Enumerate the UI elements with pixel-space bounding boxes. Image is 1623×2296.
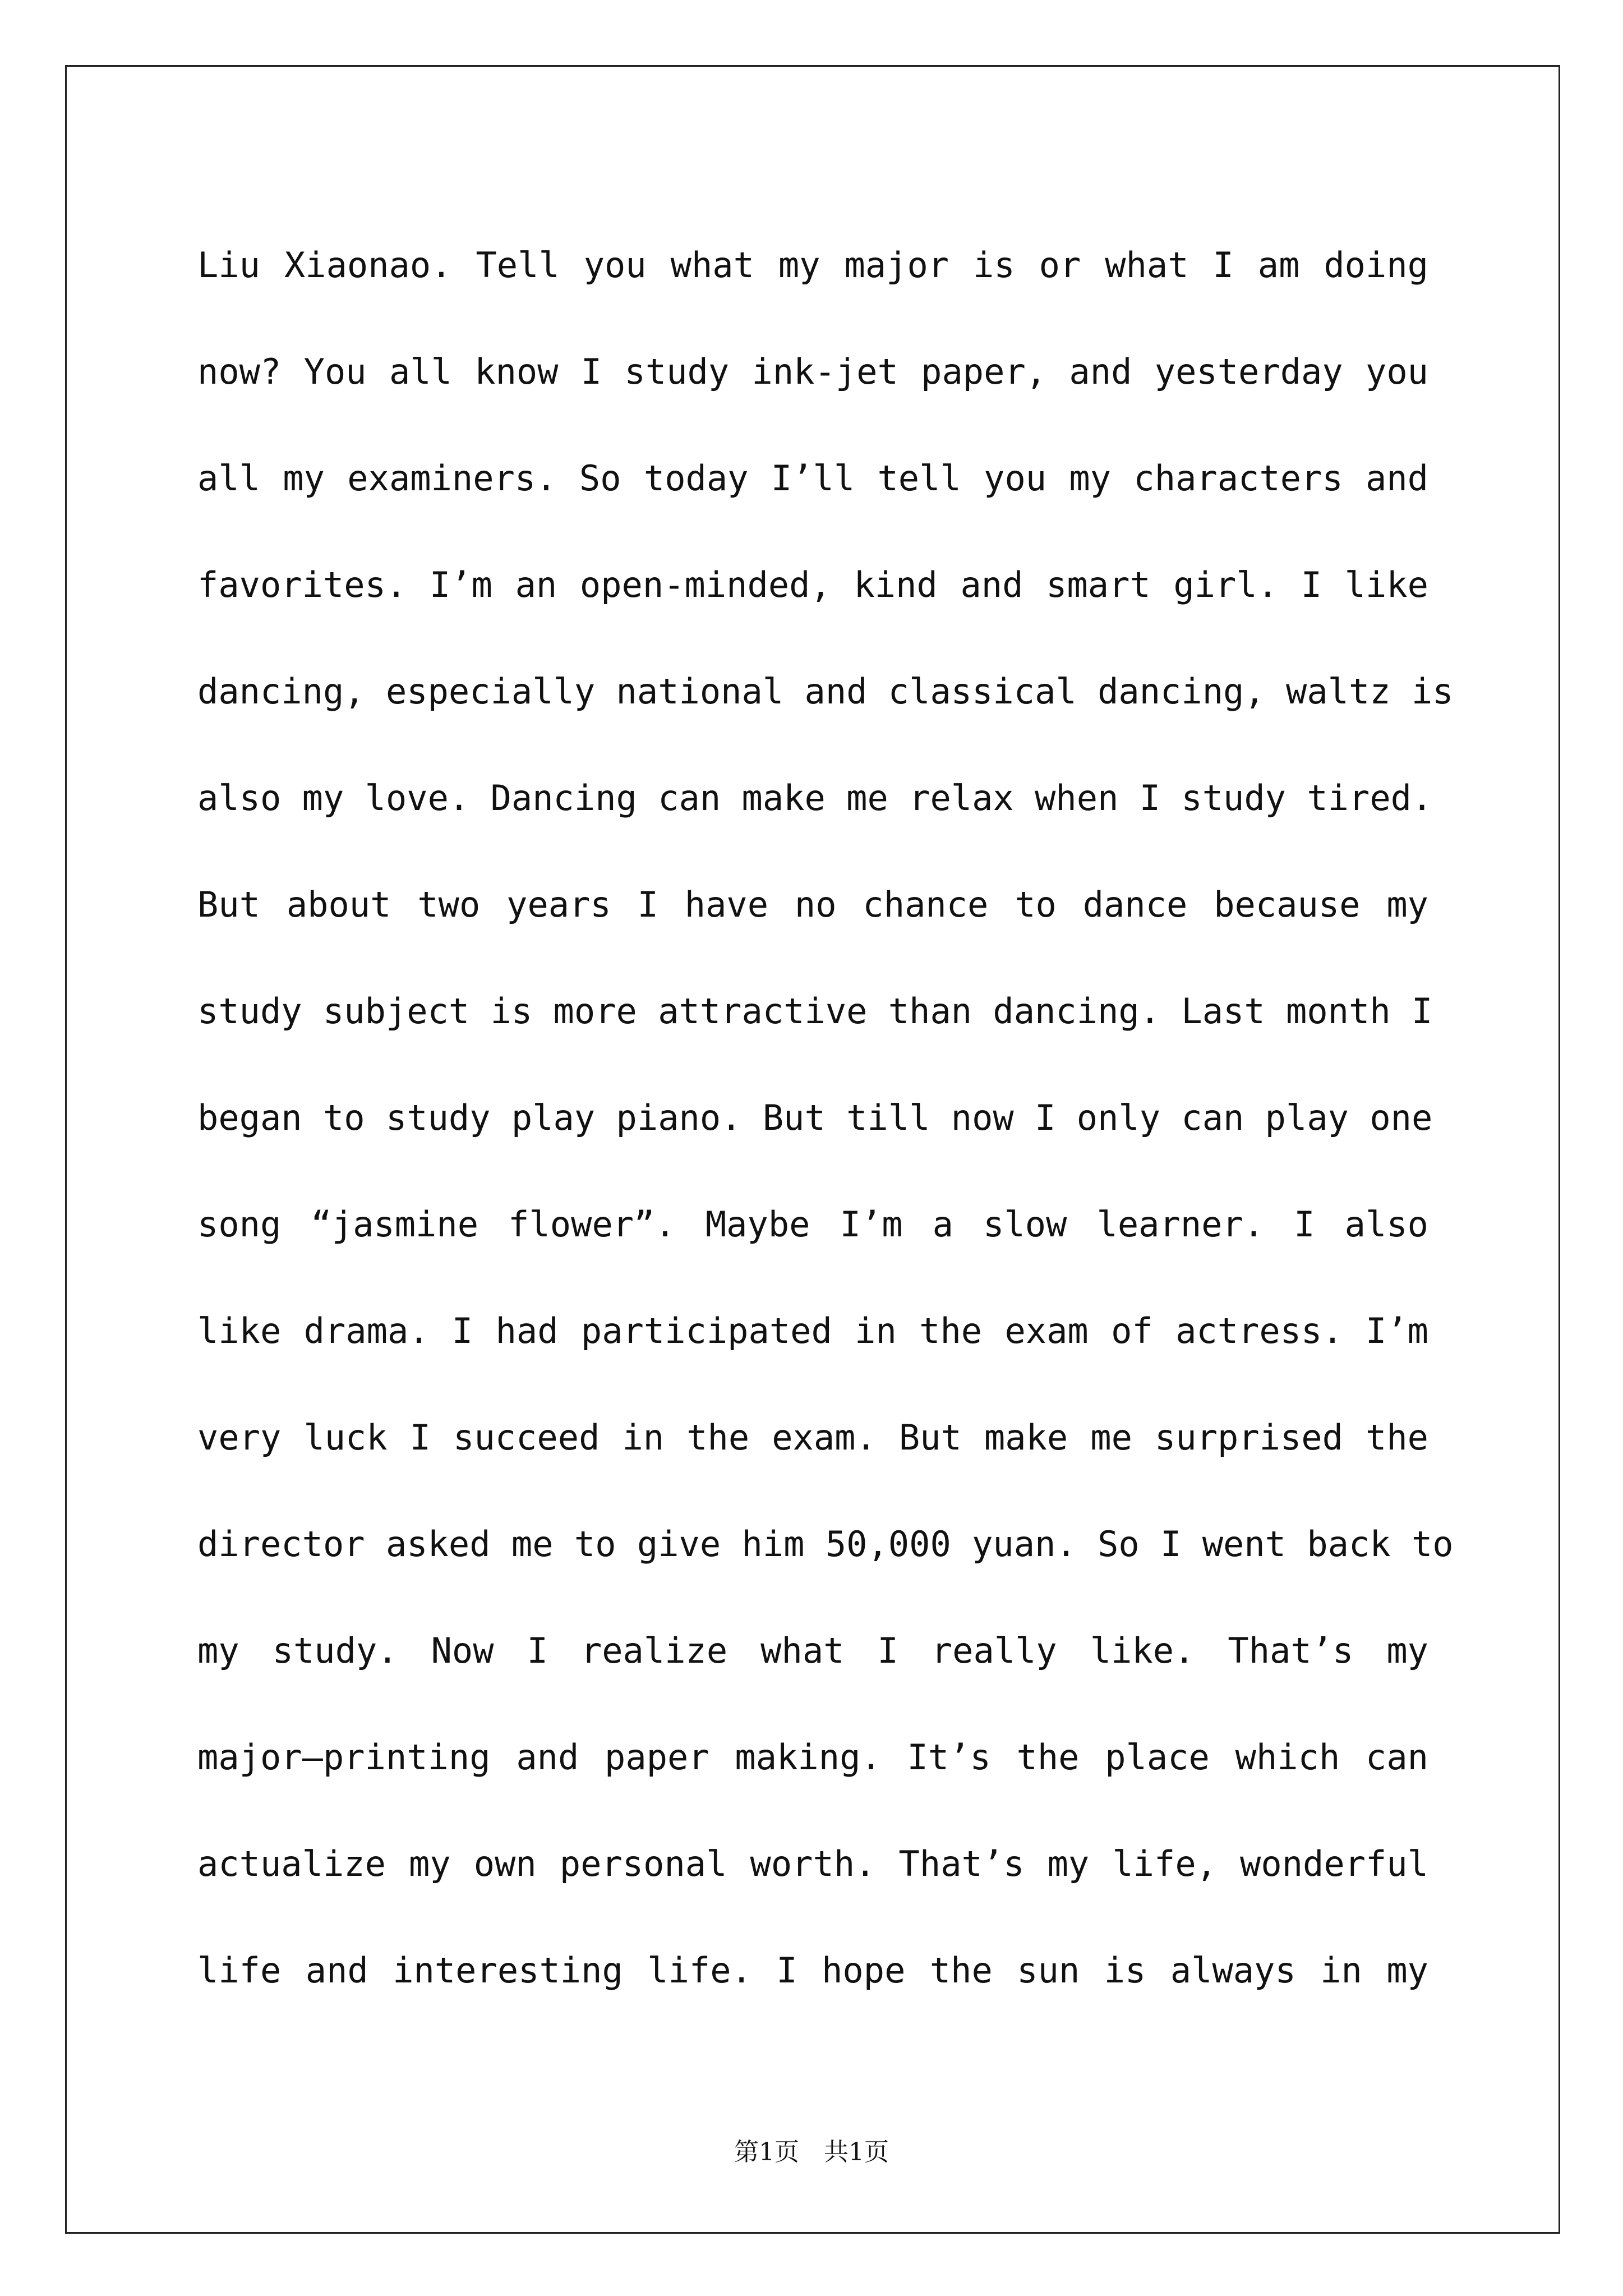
text-line: director asked me to give him 50,000 yuan. So I went back to (197, 1524, 1454, 1565)
text-line: began to study play piano. But till now I only can play one (197, 1097, 1433, 1138)
text-line: all my examiners. So today I’ll tell you my characters and (197, 458, 1428, 499)
text-line: favorites. I’m an open-minded, kind and smart girl. I like (197, 564, 1428, 605)
text-line: actualize my own personal worth. That’s my life, wonderful (197, 1843, 1428, 1884)
text-line: song “jasmine flower”. Maybe I’m a slow learner. I also (197, 1204, 1428, 1245)
text-line: dancing, especially national and classical dancing, waltz is (197, 671, 1454, 712)
text-line: like drama. I had participated in the exam of actress. I’m (197, 1310, 1428, 1351)
text-line: But about two years I have no chance to dance because my (197, 884, 1428, 925)
text-line: very luck I succeed in the exam. But make me surprised the (197, 1417, 1428, 1458)
text-line: my study. Now I realize what I really like. That’s my (197, 1630, 1428, 1671)
text-line: life and interesting life. I hope the sun is always in my (197, 1950, 1428, 1991)
text-line: study subject is more attractive than dancing. Last month I (197, 991, 1433, 1032)
text-line: also my love. Dancing can make me relax when I study tired. (197, 777, 1433, 818)
text-line: Liu Xiaonao. Tell you what my major is or what I am doing (197, 245, 1428, 286)
text-line: major—printing and paper making. It’s the place which can (197, 1737, 1428, 1778)
page-number-footer: 第1页 共1页 (734, 2138, 889, 2166)
text-line: now? You all know I study ink-jet paper, and yesterday you (197, 351, 1428, 392)
document-body (197, 212, 1454, 2024)
